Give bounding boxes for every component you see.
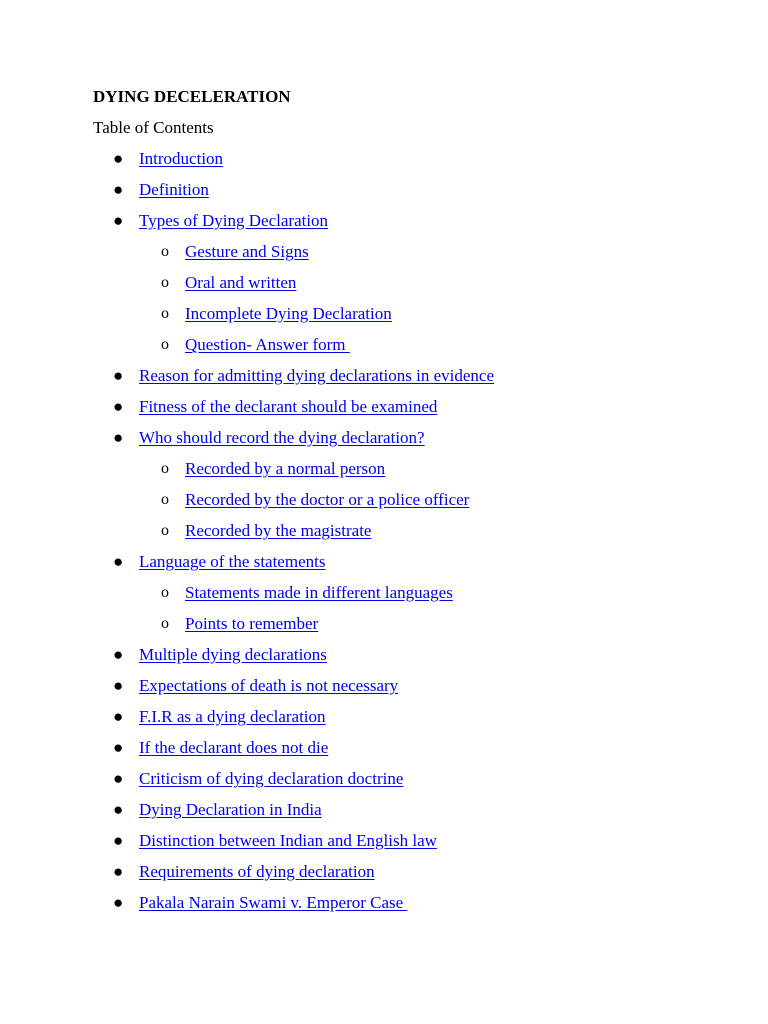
document-page	[93, 86, 733, 923]
bullet-disc-icon: ●	[113, 769, 124, 788]
toc-link[interactable]: Fitness of the declarant should be examined	[139, 397, 438, 416]
bullet-disc-icon: ●	[113, 180, 124, 199]
bullet-disc-icon: ●	[113, 397, 124, 416]
toc-link[interactable]: Reason for admitting dying declarations in evidence	[139, 366, 495, 385]
toc-item	[93, 148, 733, 179]
toc-link[interactable]: Types of Dying Declaration	[139, 211, 329, 230]
bullet-circle-icon: o	[161, 615, 169, 632]
bullet-disc-icon: ●	[113, 676, 124, 695]
toc-item	[93, 489, 733, 520]
toc-item	[93, 520, 733, 551]
bullet-disc-icon: ●	[113, 831, 124, 850]
toc-link[interactable]: Multiple dying declarations	[139, 645, 327, 664]
document-title: DYING DECELERATION	[93, 87, 291, 106]
toc-link[interactable]: If the declarant does not die	[139, 738, 329, 757]
toc-link[interactable]: Introduction	[139, 149, 224, 168]
bullet-disc-icon: ●	[113, 800, 124, 819]
bullet-disc-icon: ●	[113, 149, 124, 168]
toc-item	[93, 551, 733, 582]
toc-item	[93, 830, 733, 861]
bullet-circle-icon: o	[161, 274, 169, 291]
toc-link[interactable]: Dying Declaration in India	[139, 800, 322, 819]
toc-link[interactable]: Gesture and Signs	[185, 242, 309, 261]
toc-link[interactable]: Recorded by the doctor or a police officer	[185, 490, 470, 509]
bullet-circle-icon: o	[161, 460, 169, 477]
bullet-disc-icon: ●	[113, 366, 124, 385]
bullet-disc-icon: ●	[113, 552, 124, 571]
toc-item	[93, 768, 733, 799]
toc-link[interactable]: Language of the statements	[139, 552, 326, 571]
toc-link[interactable]: Requirements of dying declaration	[139, 862, 375, 881]
toc-item	[93, 706, 733, 737]
toc-item	[93, 644, 733, 675]
toc-link[interactable]: Points to remember	[185, 614, 319, 633]
table-of-contents	[93, 148, 733, 923]
toc-heading: Table of Contents	[93, 118, 214, 137]
bullet-disc-icon: ●	[113, 893, 124, 912]
toc-item	[93, 675, 733, 706]
toc-link[interactable]: Criticism of dying declaration doctrine	[139, 769, 404, 788]
bullet-disc-icon: ●	[113, 428, 124, 447]
toc-link[interactable]: Expectations of death is not necessary	[139, 676, 399, 695]
toc-link[interactable]: Recorded by the magistrate	[185, 521, 372, 540]
toc-item	[93, 427, 733, 458]
toc-link[interactable]: Statements made in different languages	[185, 583, 453, 602]
toc-item	[93, 861, 733, 892]
toc-item	[93, 613, 733, 644]
toc-link[interactable]: Who should record the dying declaration?	[139, 428, 425, 447]
toc-item	[93, 303, 733, 334]
toc-item	[93, 737, 733, 768]
toc-item	[93, 241, 733, 272]
toc-item	[93, 582, 733, 613]
bullet-circle-icon: o	[161, 305, 169, 322]
toc-item	[93, 799, 733, 830]
bullet-circle-icon: o	[161, 584, 169, 601]
bullet-circle-icon: o	[161, 336, 169, 353]
toc-link[interactable]: Recorded by a normal person	[185, 459, 386, 478]
toc-link[interactable]: Incomplete Dying Declaration	[185, 304, 392, 323]
bullet-circle-icon: o	[161, 491, 169, 508]
bullet-circle-icon: o	[161, 243, 169, 260]
toc-link[interactable]: Definition	[139, 180, 209, 199]
toc-item	[93, 365, 733, 396]
toc-item	[93, 396, 733, 427]
toc-item	[93, 210, 733, 241]
toc-link[interactable]: Distinction between Indian and English law	[139, 831, 437, 850]
toc-link[interactable]: F.I.R as a dying declaration	[139, 707, 326, 726]
toc-link[interactable]: Oral and written	[185, 273, 297, 292]
bullet-disc-icon: ●	[113, 645, 124, 664]
bullet-disc-icon: ●	[113, 738, 124, 757]
bullet-disc-icon: ●	[113, 211, 124, 230]
toc-item	[93, 272, 733, 303]
toc-item	[93, 334, 733, 365]
toc-item	[93, 179, 733, 210]
bullet-disc-icon: ●	[113, 862, 124, 881]
toc-item	[93, 458, 733, 489]
toc-item	[93, 892, 733, 923]
bullet-circle-icon: o	[161, 522, 169, 539]
toc-link[interactable]: Pakala Narain Swami v. Emperor Case	[139, 893, 408, 912]
toc-link[interactable]: Question- Answer form	[185, 335, 350, 354]
bullet-disc-icon: ●	[113, 707, 124, 726]
